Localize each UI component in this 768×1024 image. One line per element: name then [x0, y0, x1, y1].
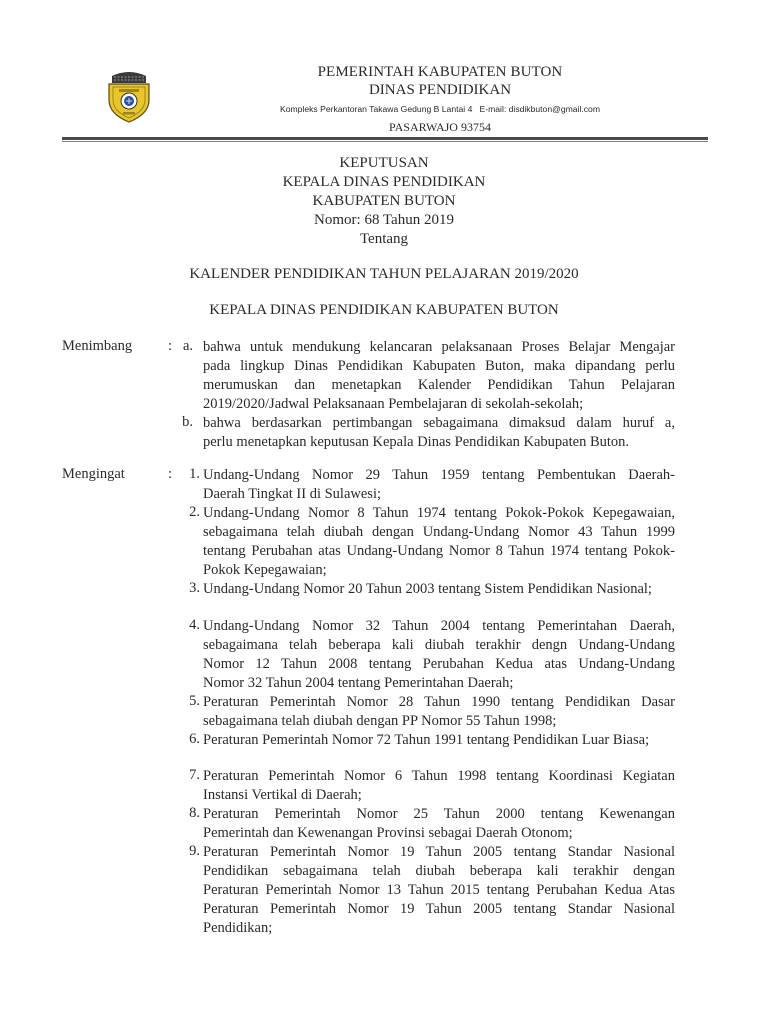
text-line: Peraturan Pemerintah Nomor 19 Tahun 2005 tentang Standar Nasional [203, 844, 675, 860]
letterhead-department: DINAS PENDIDIKAN [368, 82, 512, 98]
text-line: Peraturan Pemerintah Nomor 72 Tahun 1991 tentang Pendidikan Luar Biasa; [203, 732, 650, 748]
letterhead-city: PASARWAJO 93754 [389, 120, 491, 134]
decree-regency: KABUPATEN BUTON [312, 193, 456, 209]
section-colon: : [168, 338, 173, 354]
section-colon: : [168, 466, 173, 482]
decree-number: Nomor: 68 Tahun 2019 [314, 212, 454, 228]
text-line: sebagaimana telah diubah dengan PP Nomor 55 Tahun 1998; [203, 713, 557, 729]
text-line: pada lingkup Dinas Pendidikan Kabupaten Buton, maka dipandang perlu [203, 358, 675, 374]
decree-about: Tentang [359, 231, 409, 247]
text-line: Peraturan Pemerintah Nomor 13 Tahun 2015 tentang Perubahan Kedua Atas [203, 882, 675, 898]
list-item [203, 843, 675, 938]
text-line: sebagaimana telah diubah dengan Undang-Undang Nomor 43 Tahun 1999 [203, 524, 675, 540]
list-item [203, 466, 675, 504]
letterhead-government: PEMERINTAH KABUPATEN BUTON [317, 64, 563, 80]
text-line: merumuskan dan menetapkan Kalender Pendidikan Tahun Pelajaran [203, 377, 675, 393]
text-line: Pemerintah dan Kewenangan Provinsi sebagai Daerah Otonom; [203, 825, 573, 841]
text-line: Peraturan Pemerintah Nomor 25 Tahun 2000 tentang Kewenangan [203, 806, 675, 822]
list-item [203, 580, 675, 599]
list-item [203, 805, 675, 843]
text-line: Undang-Undang Nomor 29 Tahun 1959 tentang Pembentukan Daerah- [203, 467, 675, 483]
text-line: sebagaimana telah beberapa kali diubah terakhir dengn Undang-Undang [203, 637, 675, 653]
list-item [203, 504, 675, 580]
decree-issuer: KEPALA DINAS PENDIDIKAN KABUPATEN BUTON [209, 302, 559, 318]
text-line: Pendidikan; [203, 920, 273, 936]
item-marker: 2. [189, 504, 200, 520]
section-label: Menimbang [62, 338, 133, 354]
text-line: Pendidikan sebagaimana telah diubah beberapa kali terakhir dengan [203, 863, 675, 879]
decree-subject: KALENDER PENDIDIKAN TAHUN PELAJARAN 2019/2020 [189, 266, 579, 282]
item-marker: 1. [189, 466, 200, 482]
item-marker: a. [182, 338, 193, 354]
item-marker: b. [182, 414, 193, 430]
text-line: perlu menetapkan keputusan Kepala Dinas Pendidikan Kabupaten Buton. [203, 434, 630, 450]
item-marker: 6. [189, 731, 200, 747]
text-line: bahwa berdasarkan pertimbangan sebagaimana dimaksud dalam huruf a, [203, 415, 675, 431]
text-line: Undang-Undang Nomor 32 Tahun 2004 tentang Pemerintahan Daerah, [203, 618, 675, 634]
decree-heading: KEPUTUSAN [339, 155, 429, 171]
letterhead-address: Kompleks Perkantoran Takawa Gedung B Lantai 4 E-mail: disdikbuton@gmail.com [279, 104, 600, 114]
item-marker: 4. [189, 617, 200, 633]
letterhead-divider-thin [62, 141, 708, 142]
text-line: Peraturan Pemerintah Nomor 28 Tahun 1990 tentang Pendidikan Dasar [203, 694, 675, 710]
text-line: Undang-Undang Nomor 20 Tahun 2003 tentang Sistem Pendidikan Nasional; [203, 581, 652, 597]
list-item [203, 693, 675, 731]
letterhead-divider [62, 137, 708, 140]
text-line: 2019/2020/Jadwal Pelaksanaan Pembelajaran di sekolah-sekolah; [203, 396, 584, 412]
text-line: Nomor 12 Tahun 2008 tentang Perubahan Kedua atas Undang-Undang [203, 656, 675, 672]
list-item [203, 731, 675, 750]
list-item [203, 617, 675, 693]
text-line: Peraturan Pemerintah Nomor 6 Tahun 1998 tentang Koordinasi Kegiatan [203, 768, 675, 784]
text-line: Pokok Kepegawaian; [203, 562, 327, 578]
text-line: Undang-Undang Nomor 8 Tahun 1974 tentang Pokok-Pokok Kepegawaian, [203, 505, 675, 521]
text-line: Nomor 32 Tahun 2004 tentang Pemerintahan Daerah; [203, 675, 514, 691]
item-marker: 9. [189, 843, 200, 859]
item-marker: 8. [189, 805, 200, 821]
decree-issuer-office: KEPALA DINAS PENDIDIKAN [282, 174, 486, 190]
text-line: bahwa untuk mendukung kelancaran pelaksanaan Proses Belajar Mengajar [203, 339, 675, 355]
item-marker: 5. [189, 693, 200, 709]
list-item [203, 767, 675, 805]
list-item [203, 338, 675, 414]
section-label: Mengingat [62, 466, 125, 482]
text-line: Instansi Vertikal di Daerah; [203, 787, 362, 803]
item-marker: 3. [189, 580, 200, 596]
text-line: tentang Perubahan atas Undang-Undang Nomor 8 Tahun 1974 tentang Pokok- [203, 543, 675, 559]
text-line: Peraturan Pemerintah Nomor 19 Tahun 2005 tentang Standar Nasional [203, 901, 675, 917]
list-item [203, 414, 675, 452]
text-line: Daerah Tingkat II di Sulawesi; [203, 486, 382, 502]
item-marker: 7. [189, 767, 200, 783]
